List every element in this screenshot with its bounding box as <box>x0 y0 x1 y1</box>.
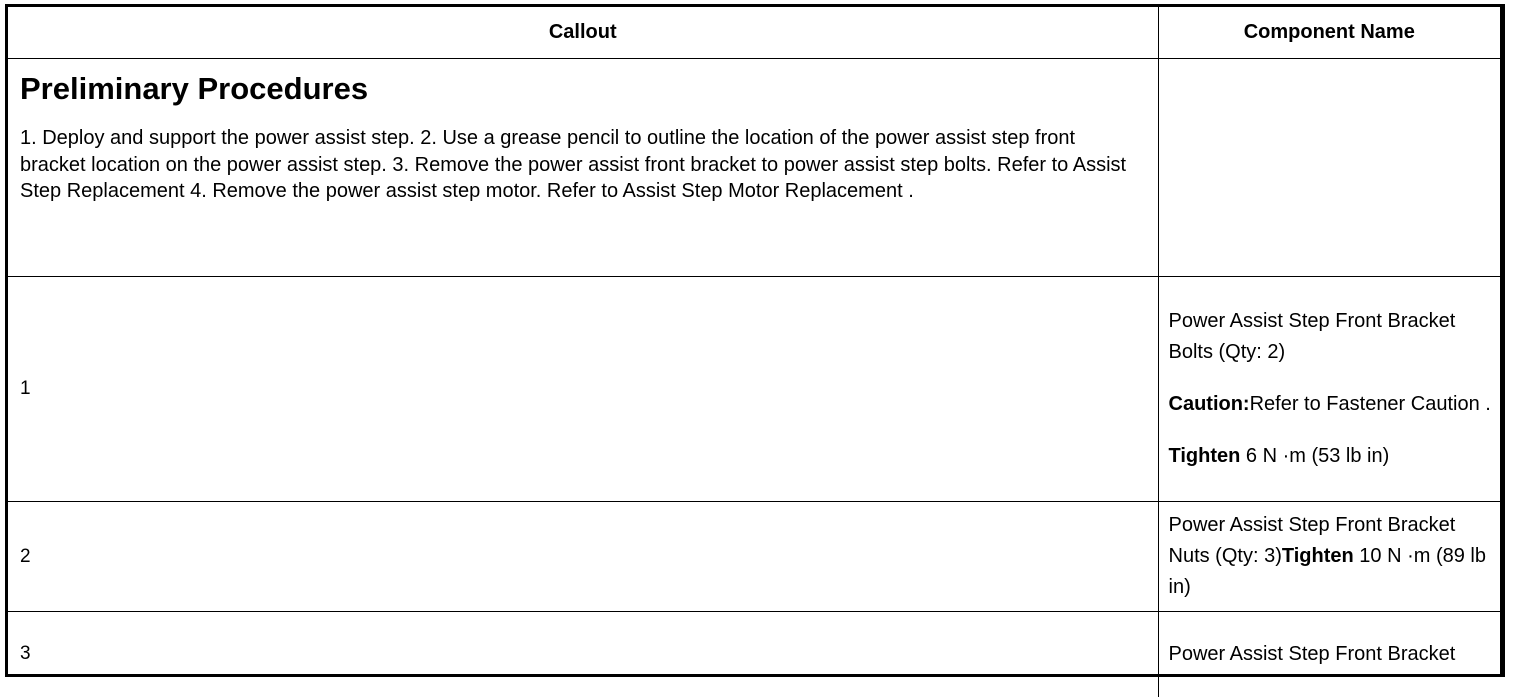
callout-column-header: Callout <box>8 7 1158 59</box>
caution-text: Refer to Fastener Caution . <box>1249 393 1491 415</box>
caution-note <box>1169 389 1493 420</box>
preliminary-body: 1. Deploy and support the power assist step. 2. Use a grease pencil to outline the location of the power assist step front bracket location on the power assist step. 3. Remove the power assist front bracket to power assist step bolts. Refer to Assist Step Replacement 4. Remove the power assist step motor. Refer to Assist Step Motor Replacement . <box>20 127 1127 202</box>
component-name-column-header: Component Name <box>1158 7 1500 59</box>
preliminary-row <box>8 59 1500 277</box>
callout-cell: 2 <box>8 502 1158 612</box>
tighten-label: Tighten <box>1281 545 1354 567</box>
preliminary-title: Preliminary Procedures <box>20 71 369 106</box>
preliminary-empty-cell <box>1158 59 1500 277</box>
component-name: Power Assist Step Front Bracket <box>1168 642 1456 665</box>
table-header-row <box>8 7 1500 59</box>
component-name <box>1169 510 1493 603</box>
component-cell <box>1158 502 1500 612</box>
table-row <box>8 612 1500 697</box>
table-row <box>8 502 1500 612</box>
caution-label: Caution: <box>1168 393 1250 415</box>
tighten-label: Tighten <box>1168 445 1241 467</box>
component-cell <box>1158 277 1500 502</box>
tighten-value: 6 N ·m (53 lb in) <box>1240 445 1390 467</box>
callout-cell: 3 <box>8 612 1158 697</box>
table-row <box>8 277 1500 502</box>
component-cell <box>1158 612 1500 697</box>
callout-cell: 1 <box>8 277 1158 502</box>
tighten-spec <box>1169 441 1493 472</box>
preliminary-procedures-cell <box>8 59 1158 277</box>
component-name-text: Power Assist Step Front Bracket Nuts (Qty: 3) <box>1168 514 1456 567</box>
procedure-table-frame <box>5 4 1505 677</box>
component-name: Power Assist Step Front Bracket Bolts (Qty: 2) <box>1168 310 1456 363</box>
tighten-value: 10 N ·m (89 lb in) <box>1168 545 1486 598</box>
procedure-table <box>8 7 1500 697</box>
